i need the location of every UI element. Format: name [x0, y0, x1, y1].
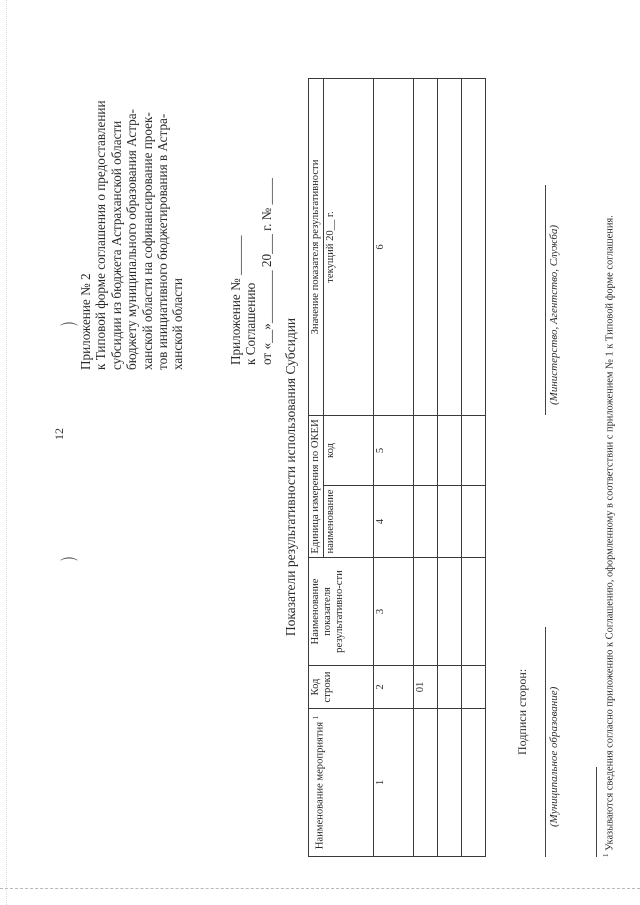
appendix-header: [78, 8, 186, 370]
footnote-separator: [596, 767, 597, 857]
agreement-reference: [228, 125, 274, 365]
column-number-row: [374, 79, 414, 857]
appendix-line: бюджету муниципального образования Астра-: [124, 109, 140, 370]
footnote-text: Указываются сведения согласно приложению к Соглашению, оформленному в соответствии с приложением № 1 к Типовой форме соглашения.: [604, 215, 616, 851]
header-indicator-name: Наименование показателя результативно-сти: [309, 558, 374, 666]
table-cell: [414, 558, 438, 666]
appendix-line: ханской области на софинансирование проек-: [139, 112, 155, 370]
column-number: 3: [374, 558, 414, 666]
table-row: [462, 79, 486, 857]
table-header-row: [309, 79, 324, 857]
scan-mark-top: ⌒: [60, 322, 78, 342]
appendix-line: тов инициативного бюджетирования в Астра-: [155, 113, 171, 370]
table-cell: [462, 709, 486, 857]
table-cell: [438, 666, 462, 709]
agreement-label: к Соглашению: [243, 282, 259, 365]
signature-caption-right: (Министерство, Агентство, Служба): [548, 224, 560, 405]
page-number: 12: [52, 428, 66, 440]
table-cell: [414, 486, 438, 558]
header-unit-name: наименование: [324, 486, 374, 558]
appendix-line: ханской области: [170, 278, 186, 370]
table-cell: [414, 709, 438, 857]
footnote-marker: 1: [312, 715, 320, 720]
signatures-label: Подписи сторон:: [515, 668, 529, 755]
column-number: 6: [374, 79, 414, 416]
header-value-current: текущий 20__ г.: [324, 79, 374, 416]
results-table: [308, 78, 486, 857]
footnote: [602, 17, 615, 857]
table-cell: [462, 666, 486, 709]
table-cell: [462, 416, 486, 486]
footnote-number: 1: [602, 853, 610, 857]
appendix-line: субсидии из бюджета Астраханской области: [108, 120, 124, 370]
appendix-line: Приложение № 2: [78, 273, 93, 370]
table-row: [438, 79, 462, 857]
table-cell: [438, 558, 462, 666]
column-number: 4: [374, 486, 414, 558]
signature-caption-left: (Муниципальное образование): [548, 686, 560, 827]
appendix-line: к Типовой форме соглашения о предоставлении: [93, 100, 109, 370]
signature-line-right: [545, 185, 546, 415]
table-cell: [462, 79, 486, 416]
table-cell: [438, 709, 462, 857]
scan-mark-bottom: ⌒: [60, 557, 78, 577]
column-number: 2: [374, 666, 414, 709]
table-title: Показатели результативности использования Субсидии: [283, 317, 298, 637]
header-activity: Наименование мероприятия $^1$: [309, 709, 374, 857]
table-cell: [414, 416, 438, 486]
table-cell: [462, 486, 486, 558]
table-row: [414, 79, 438, 857]
table-cell: [438, 486, 462, 558]
header-row-code: Код строки: [309, 666, 374, 709]
column-number: 1: [374, 709, 414, 857]
table-cell: [414, 79, 438, 416]
table-cell: [438, 79, 462, 416]
header-unit-code: код: [324, 416, 374, 486]
header-value-group: Значение показателя результативности: [309, 79, 324, 416]
column-number: 5: [374, 416, 414, 486]
table-cell: [438, 416, 462, 486]
table-cell: 01: [414, 666, 438, 709]
table-cell: [462, 558, 486, 666]
header-unit-group: Единица измерения по ОКЕИ: [309, 416, 324, 558]
agreement-appendix-number: Приложение № ______: [228, 235, 243, 365]
signature-line-left: [545, 627, 546, 857]
agreement-date-number: от «__»________ 20___ г. № ____: [258, 178, 274, 365]
